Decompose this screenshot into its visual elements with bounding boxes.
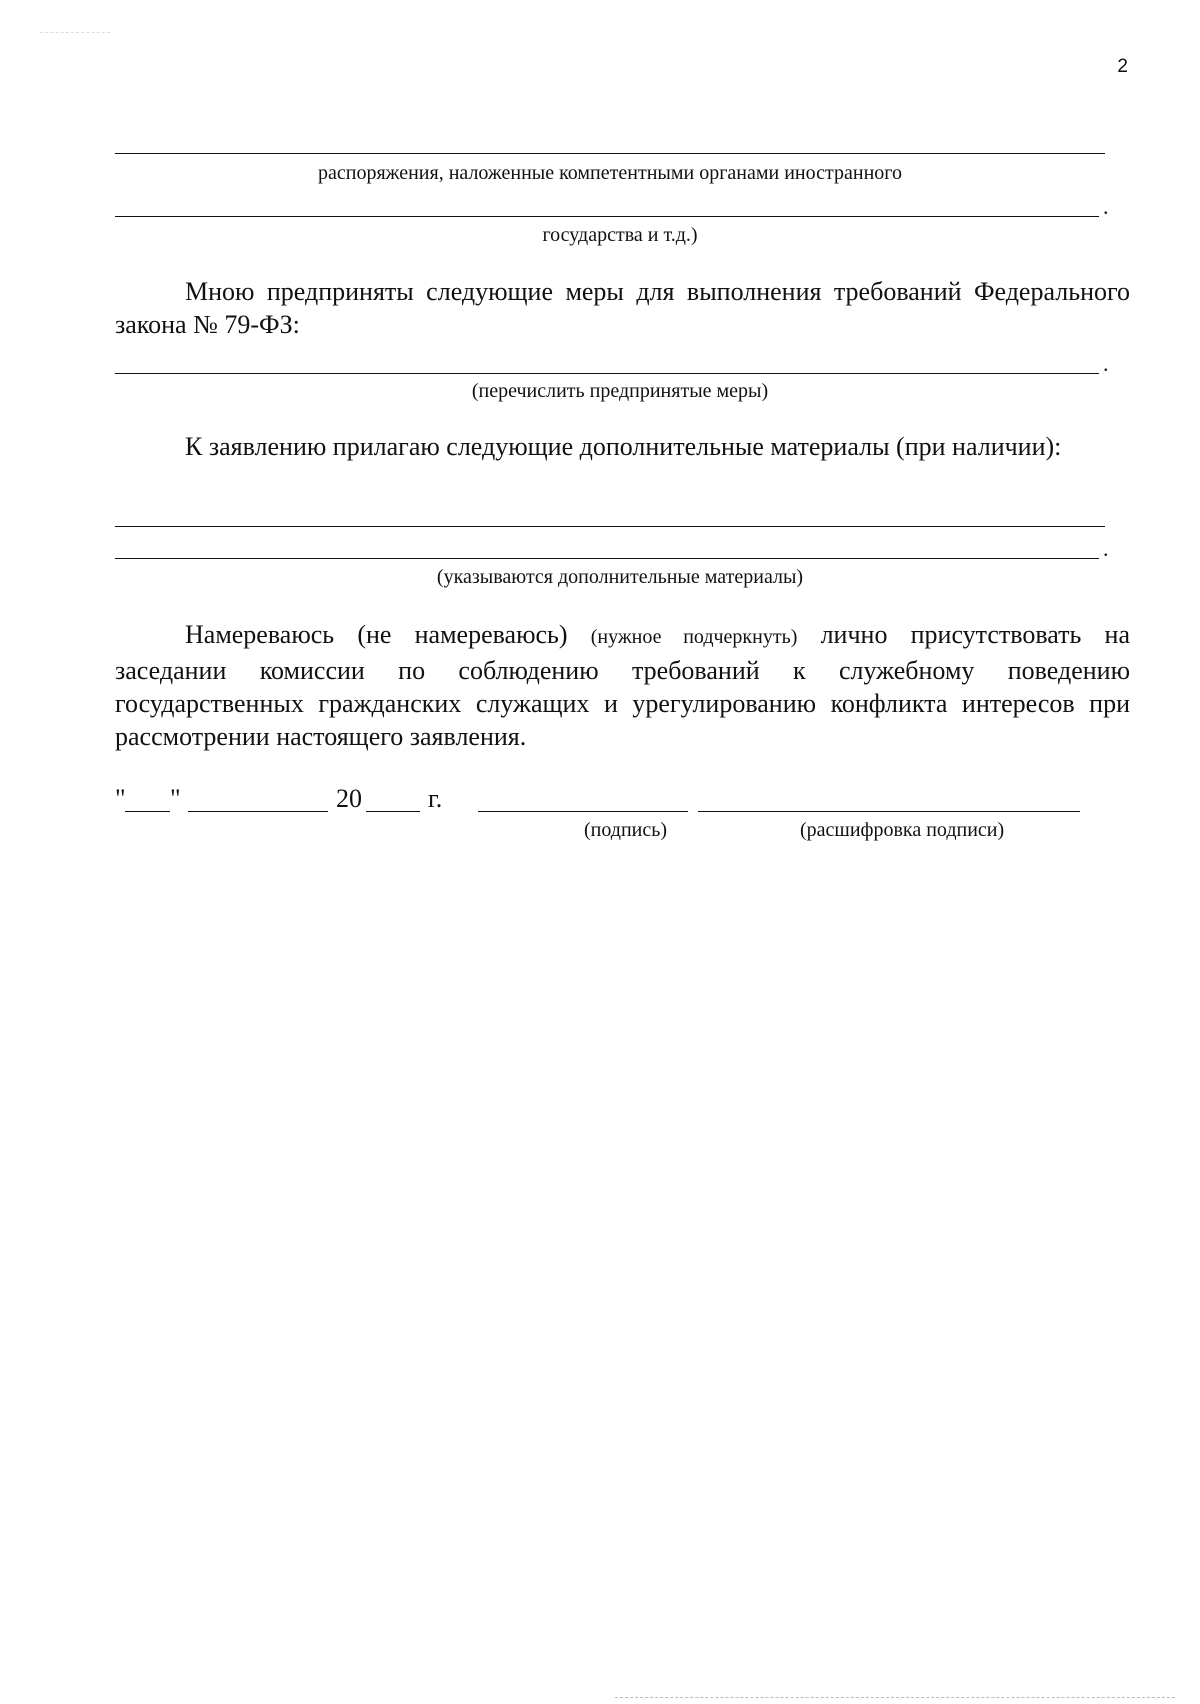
intent-text-end: лично присутствовать на заседании комиссии по соблюдению требований к служебному поведению государственных гражданских служащих и урегулированию конфликта интересов при рассмотрении настоящего заявления. [115,620,1130,751]
fill-line [115,558,1099,559]
paragraph-measures-taken: Мною предприняты следующие меры для выполнения требований Федерального закона № 79-ФЗ: [115,277,1130,339]
line-end-dot: . [1103,536,1109,561]
caption-signature-decoding: (расшифровка подписи) [800,819,1005,841]
paragraph-attachments: К заявлению прилагаю следующие дополнительные материалы (при наличии): [185,432,1062,461]
date-year-line [366,811,420,812]
caption-measures: (перечислить предпринятые меры) [471,380,769,402]
line-end-dot: . [1103,194,1109,219]
date-day-line [125,811,170,812]
date-month-line [188,811,328,812]
date-quote-close: " [170,784,181,813]
date-year-prefix: 20 [336,784,362,813]
intent-text-start: Намереваюсь (не намереваюсь) [185,620,568,649]
paragraph-intent [115,618,1130,753]
line-end-dot: . [1103,351,1109,376]
caption-orders: распоряжения, наложенные компетентными органами иностранного [318,162,902,184]
date-year-suffix: г. [428,784,443,813]
date-quote-open: " [115,784,126,813]
fill-line [115,373,1099,374]
scan-artifact [40,32,110,33]
caption-signature: (подпись) [584,819,668,841]
fill-line [115,153,1105,154]
scan-artifact [615,1697,1175,1698]
caption-materials: (указываются дополнительные материалы) [436,566,804,588]
signature-decoding-line [698,811,1080,812]
page-number: 2 [1117,56,1128,77]
signature-line [478,811,688,812]
intent-note: (нужное подчеркнуть) [590,626,798,648]
fill-line [115,526,1105,527]
fill-line [115,216,1099,217]
caption-state: государства и т.д.) [542,224,698,246]
